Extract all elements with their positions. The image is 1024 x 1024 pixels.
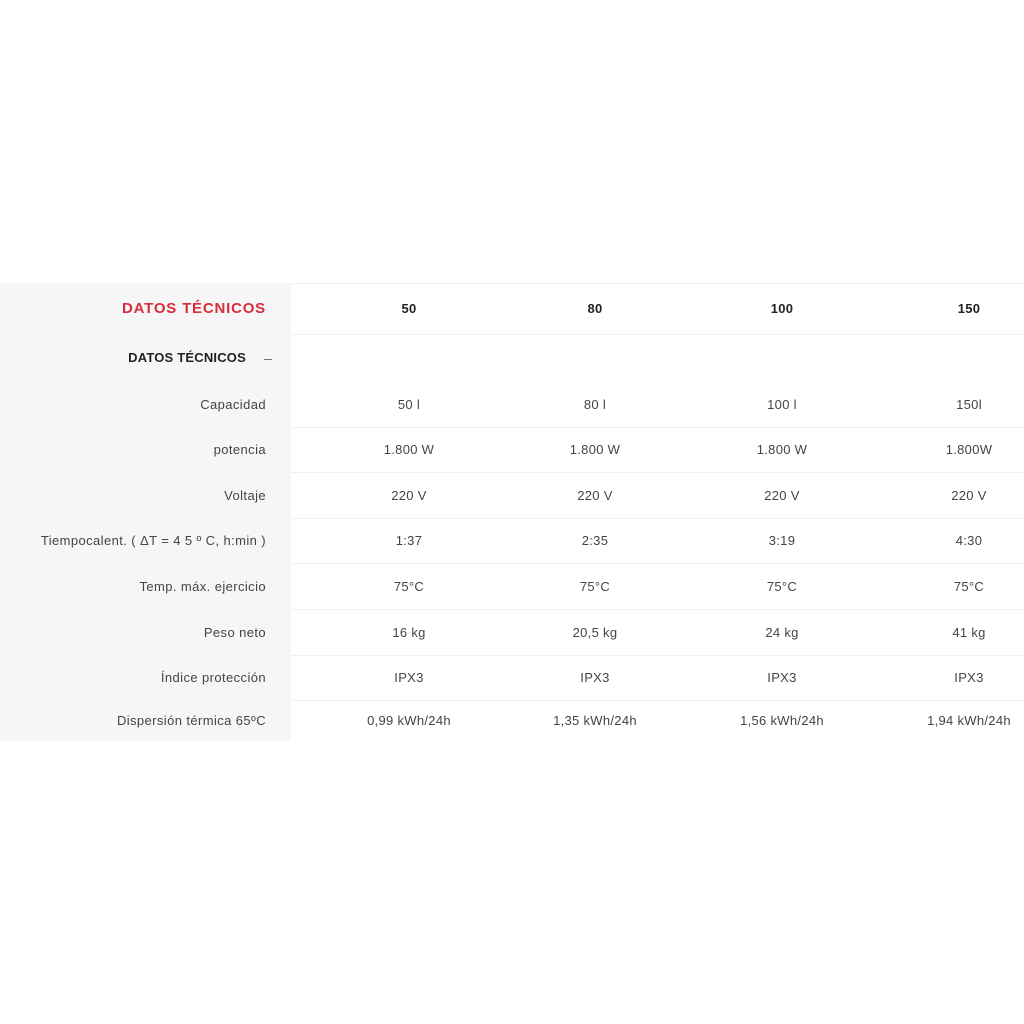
table-row bbox=[0, 609, 1024, 655]
section-header-label: DATOS TÉCNICOS bbox=[128, 350, 246, 365]
row-label: Capacidad bbox=[200, 396, 266, 412]
table-cell: 150l bbox=[956, 396, 982, 412]
row-label: Peso neto bbox=[203, 624, 266, 640]
table-title: DATOS TÉCNICOS bbox=[122, 300, 266, 317]
table-cell: 220 V bbox=[764, 487, 800, 503]
table-cell: IPX3 bbox=[767, 670, 797, 685]
table-cell: 1,94 kWh/24h bbox=[927, 713, 1011, 728]
table-cell: IPX3 bbox=[954, 670, 984, 685]
table-cell: 1.800 W bbox=[756, 442, 808, 457]
section-header[interactable] bbox=[0, 334, 272, 381]
table-cell: 1,56 kWh/24h bbox=[740, 713, 824, 728]
table-row bbox=[0, 518, 1024, 563]
row-label: Tiempocalent. ( ΔT = 4 5 º C, h:min ) bbox=[40, 533, 266, 548]
table-row bbox=[0, 563, 1024, 609]
section-header-row[interactable] bbox=[0, 334, 1024, 381]
table-cell: 4:30 bbox=[955, 533, 983, 548]
column-header-50: 50 bbox=[401, 301, 417, 316]
table-cell: 80 l bbox=[583, 396, 607, 412]
technical-data-table bbox=[0, 283, 1024, 741]
table-cell: 75°C bbox=[393, 578, 425, 594]
collapse-toggle-icon[interactable]: – bbox=[264, 349, 272, 366]
row-label: potencia bbox=[213, 442, 266, 457]
table-cell: IPX3 bbox=[394, 670, 424, 685]
column-header-150: 150 bbox=[957, 301, 981, 316]
table-cell: 50 l bbox=[397, 396, 421, 412]
table-cell: 24 kg bbox=[765, 624, 799, 640]
table-cell: 1,35 kWh/24h bbox=[553, 713, 637, 728]
table-row bbox=[0, 427, 1024, 472]
column-header-100: 100 bbox=[770, 301, 794, 316]
table-cell: 20,5 kg bbox=[572, 624, 618, 640]
table-row bbox=[0, 472, 1024, 518]
table-cell: 1.800W bbox=[945, 442, 993, 457]
row-label: Voltaje bbox=[224, 487, 266, 503]
table-cell: 100 l bbox=[767, 396, 797, 412]
table-row bbox=[0, 655, 1024, 700]
table-cell: 220 V bbox=[951, 487, 987, 503]
table-cell: 16 kg bbox=[392, 624, 426, 640]
row-label: Temp. máx. ejercicio bbox=[139, 578, 266, 594]
table-cell: 75°C bbox=[579, 578, 611, 594]
table-cell: 3:19 bbox=[768, 533, 796, 548]
table-cell: 0,99 kWh/24h bbox=[367, 713, 451, 728]
row-label: Índice protección bbox=[160, 670, 266, 685]
table-row bbox=[0, 700, 1024, 741]
table-cell: 220 V bbox=[391, 487, 427, 503]
column-header-80: 80 bbox=[587, 301, 603, 316]
table-cell: 220 V bbox=[577, 487, 613, 503]
row-divider bbox=[291, 334, 1024, 381]
table-header-row bbox=[0, 283, 1024, 334]
table-cell: IPX3 bbox=[580, 670, 610, 685]
row-label: Dispersión térmica 65ºC bbox=[116, 713, 266, 728]
table-cell: 1.800 W bbox=[383, 442, 435, 457]
table-cell: 75°C bbox=[953, 578, 985, 594]
table-cell: 1:37 bbox=[395, 533, 423, 548]
table-cell: 75°C bbox=[766, 578, 798, 594]
table-cell: 41 kg bbox=[952, 624, 986, 640]
table-cell: 2:35 bbox=[581, 533, 609, 548]
table-cell: 1.800 W bbox=[569, 442, 621, 457]
table-row bbox=[0, 381, 1024, 427]
